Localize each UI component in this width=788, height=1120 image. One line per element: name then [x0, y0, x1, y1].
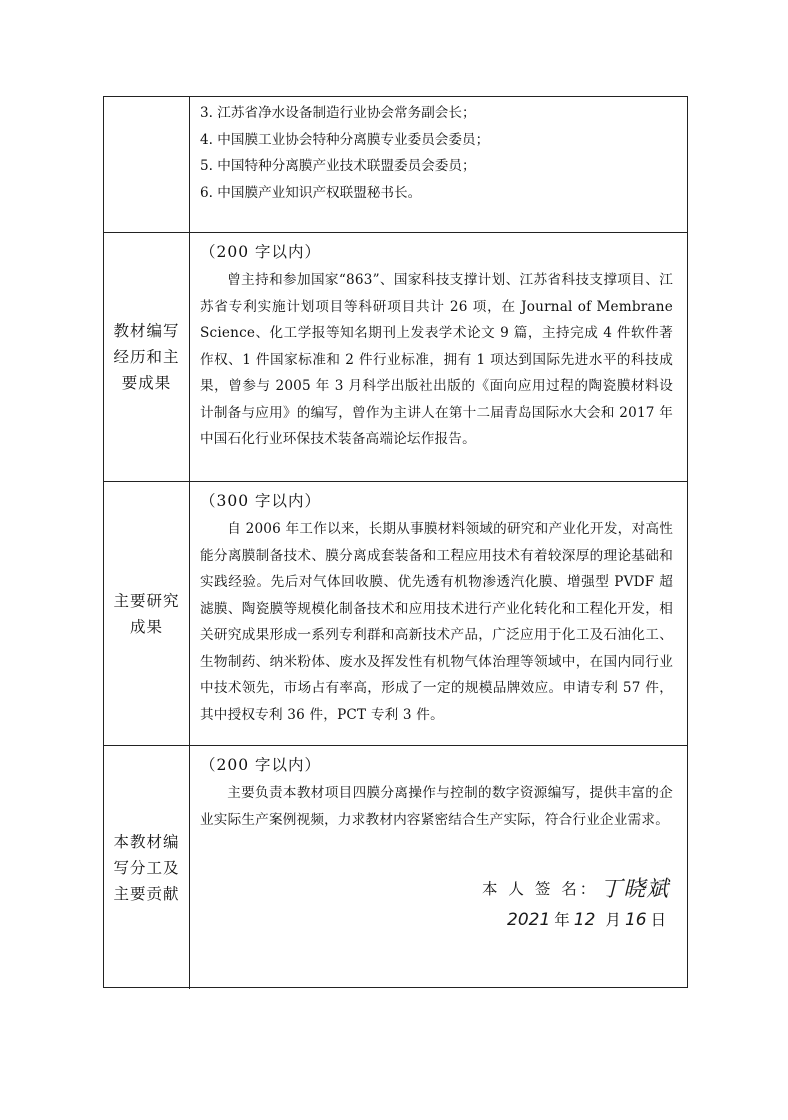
list-item: 3. 江苏省净水设备制造行业协会常务副会长；: [200, 105, 476, 121]
signature-line: [482, 872, 669, 903]
list-item: 6. 中国膜产业知识产权联盟秘书长。: [200, 184, 422, 201]
word-limit-hint: （200 字以内）: [200, 243, 322, 261]
word-limit-hint: （200 字以内）: [200, 756, 322, 774]
form-table: [103, 96, 688, 988]
contribution-label: 本教材编写分工及主要贡献: [113, 832, 180, 903]
textbook-experience-label: 教材编写经历和主要成果: [113, 322, 180, 392]
row-textbook-experience: [104, 233, 687, 482]
date-month-unit: 月: [605, 911, 621, 929]
row-contribution: [104, 746, 687, 989]
row-affiliations: [104, 97, 687, 233]
date-line: [507, 908, 666, 930]
row-research-achievements: [104, 482, 687, 746]
textbook-experience-text: 曾主持和参加国家“863”、国家科技支撑计划、江苏省科技支撑项目、江苏省专利实施计划项目等科研项目共计 26 项，在 Journal of Membrane Science、化工学报等知名期刊上发表学术论文 9 篇，主持完成 4 件软件著作权、1 件国家标准和 2 件行业标准，拥有 1 项达到国际先进水平的科技成果，曾参与 2005 年 3 月科学出版社出版的《面向应用过程的陶瓷膜材料设计制备与应用》的编写，曾作为主讲人在第十二届青岛国际水大会和 2017 年中国石化行业环保技术装备高端论坛作报告。: [200, 272, 673, 447]
list-item: 4. 中国膜工业协会特种分离膜专业委员会委员；: [200, 131, 490, 148]
contribution-text: 主要负责本教材项目四膜分离操作与控制的数字资源编写，提供丰富的企业实际生产案例视频，力求教材内容紧密结合生产实际，符合行业企业需求。: [200, 785, 673, 828]
word-limit-hint: （300 字以内）: [200, 492, 322, 510]
research-achievements-text: 自 2006 年工作以来，长期从事膜材料领域的研究和产业化开发，对高性能分离膜制备技术、膜分离成套装备和工程应用技术有着较深厚的理论基础和实践经验。先后对气体回收膜、优先透有机物渗透汽化膜、增强型 PVDF 超滤膜、陶瓷膜等规模化制备技术和应用技术进行产业化转化和工程化开发，相关研究成果形成一系列专利群和高新技术产品，广泛应用于化工及石油化工、生物制药、纳米粉体、废水及挥发性有机物气体治理等领域中，在国内同行业中技术领先，市场占有率高，形成了一定的规模品牌效应。申请专利 57 件，其中授权专利 36 件，PCT 专利 3 件。: [200, 521, 673, 723]
affiliation-list: [190, 97, 687, 232]
date-year: 2021: [507, 910, 551, 930]
research-achievements-label: 主要研究成果: [113, 591, 180, 636]
date-day-unit: 日: [650, 911, 667, 929]
date-month: 12: [573, 910, 596, 930]
signature-label: 本 人 签 名：: [482, 879, 599, 898]
date-day: 16: [624, 910, 647, 930]
handwritten-signature: 丁晓斌: [600, 877, 670, 902]
date-year-unit: 年: [554, 911, 570, 929]
list-item: 5. 中国特种分离膜产业技术联盟委员会委员；: [200, 158, 476, 174]
label-cell-empty: [104, 97, 190, 232]
